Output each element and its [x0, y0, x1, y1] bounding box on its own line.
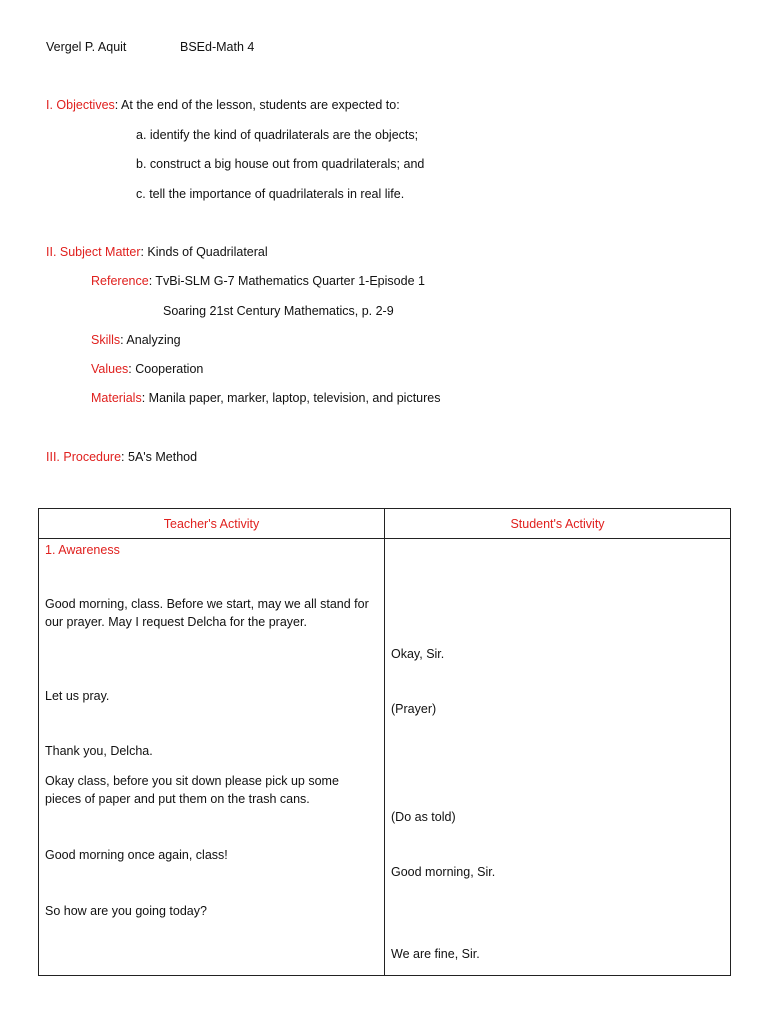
skills-line — [91, 333, 181, 347]
table-header-row — [39, 509, 731, 539]
subject-matter-heading — [46, 245, 268, 259]
author-name: Vergel P. Aquit — [46, 40, 127, 54]
teacher-line: Good morning, class. Before we start, may we all stand for our prayer. May I request Delcha for the prayer. — [45, 597, 369, 629]
values-label: Values — [91, 362, 129, 376]
objective-item: a. identify the kind of quadrilaterals are the objects; — [136, 128, 419, 142]
teacher-line: Let us pray. — [45, 689, 110, 703]
student-activity-header: Student's Activity — [385, 509, 731, 539]
course-label: BSEd-Math 4 — [180, 40, 255, 54]
teacher-line: Okay class, before you sit down please pick up some pieces of paper and put them on the trash cans. — [45, 774, 339, 806]
objective-item: b. construct a big house out from quadrilaterals; and — [136, 157, 425, 171]
teacher-line: Thank you, Delcha. — [45, 744, 153, 758]
values-value: : Cooperation — [128, 362, 204, 376]
teacher-activity-header: Teacher's Activity — [39, 509, 385, 539]
materials-label: Materials — [91, 391, 142, 405]
reference-value-2: Soaring 21st Century Mathematics, p. 2-9 — [163, 304, 394, 318]
student-line: (Prayer) — [391, 702, 437, 716]
reference-value: : TvBi-SLM G-7 Mathematics Quarter 1-Episode 1 — [148, 274, 425, 288]
materials-line — [91, 391, 441, 405]
student-line: Okay, Sir. — [391, 647, 445, 661]
procedure-value: : 5A's Method — [121, 450, 198, 464]
objective-item: c. tell the importance of quadrilaterals in real life. — [136, 187, 405, 201]
procedure-label: III. Procedure — [46, 450, 122, 464]
section-title: 1. Awareness — [45, 543, 120, 557]
objectives-label: I. Objectives — [46, 98, 115, 112]
teacher-line: So how are you going today? — [45, 904, 207, 918]
objectives-intro: : At the end of the lesson, students are expected to: — [114, 98, 400, 112]
values-line — [91, 362, 203, 376]
student-line: (Do as told) — [391, 810, 456, 824]
subject-matter-label: II. Subject Matter — [46, 245, 141, 259]
teacher-activity-cell — [39, 539, 385, 976]
skills-label: Skills — [91, 333, 121, 347]
objectives-heading — [46, 98, 400, 112]
materials-value: : Manila paper, marker, laptop, television, and pictures — [141, 391, 441, 405]
student-line: We are fine, Sir. — [391, 947, 480, 961]
teacher-line: Good morning once again, class! — [45, 848, 228, 862]
table-row — [39, 539, 731, 976]
subject-matter-value: : Kinds of Quadrilateral — [140, 245, 268, 259]
reference-label: Reference — [91, 274, 149, 288]
student-activity-cell — [385, 539, 731, 976]
procedure-heading — [46, 450, 197, 464]
skills-value: : Analyzing — [120, 333, 181, 347]
activity-table — [38, 508, 731, 976]
reference-line — [91, 274, 425, 288]
student-line: Good morning, Sir. — [391, 865, 496, 879]
